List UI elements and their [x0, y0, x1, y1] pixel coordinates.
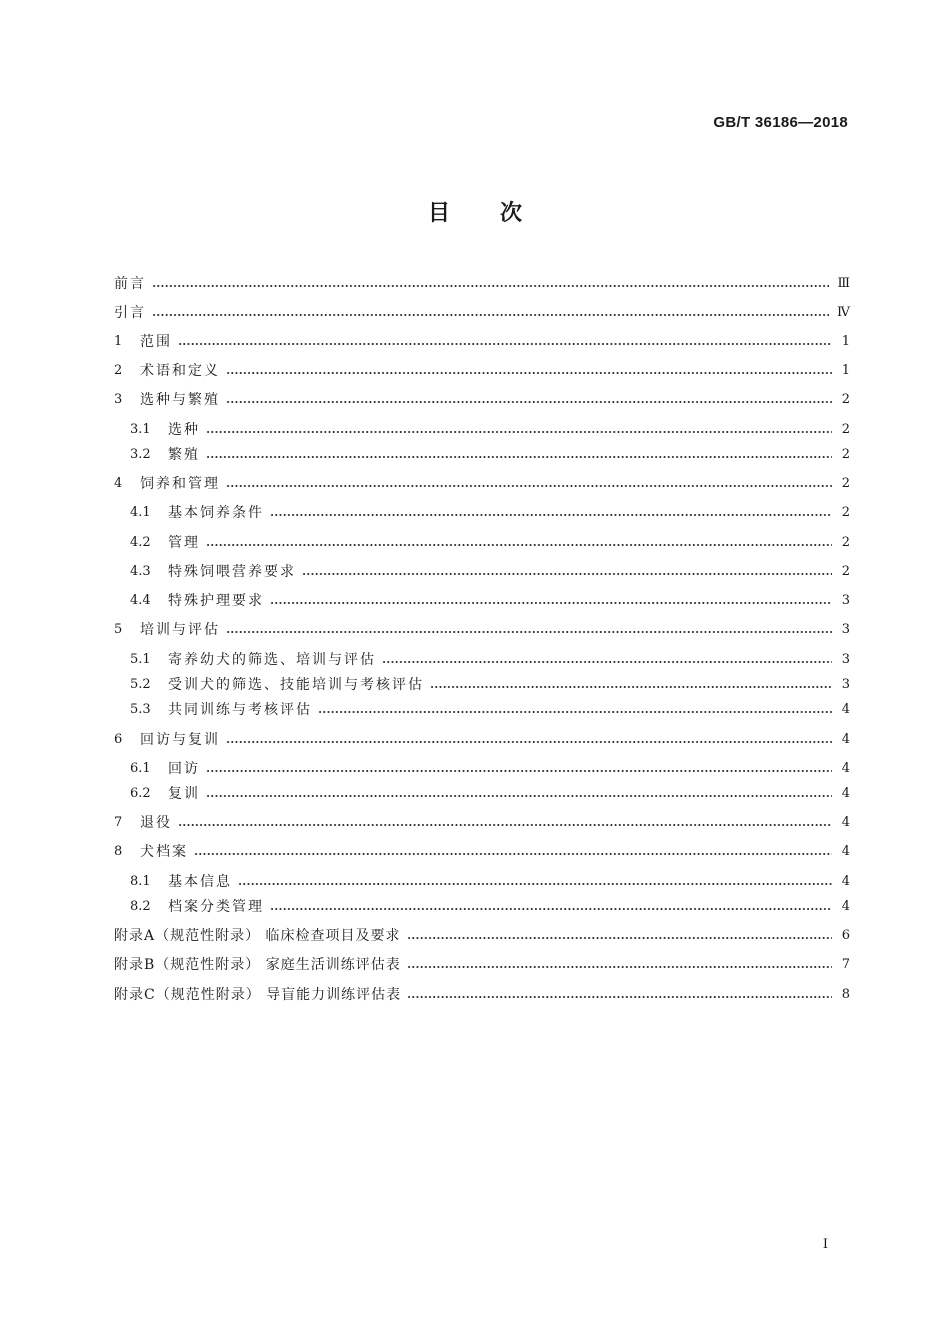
toc-entry-page: 1	[841, 363, 850, 378]
toc-leader-dots	[206, 429, 832, 435]
toc-leader-dots	[430, 684, 832, 690]
toc-entry-page: 4	[841, 732, 850, 747]
toc-leader-dots	[226, 370, 832, 376]
toc-entry-6-2[interactable]	[130, 784, 850, 804]
toc-entry-6[interactable]	[114, 730, 850, 750]
toc-leader-dots	[270, 600, 832, 606]
toc-entry-page: 4	[841, 899, 850, 914]
toc-entry-page: 2	[841, 392, 850, 407]
toc-entry-number: 7	[114, 815, 123, 830]
toc-entry-7[interactable]	[114, 813, 850, 833]
toc-entry-title: 回访与复训	[140, 732, 220, 748]
toc-entry-5-1[interactable]	[130, 650, 850, 670]
toc-entry-number: 4	[114, 476, 123, 491]
toc-leader-dots	[206, 542, 832, 548]
toc-entry-4-4[interactable]	[130, 591, 850, 611]
toc-leader-dots	[226, 483, 832, 489]
toc-entry-title: 特殊护理要求	[168, 593, 264, 609]
toc-entry-page: 3	[841, 593, 850, 608]
toc-entry-page: 4	[841, 702, 850, 717]
toc-entry-page: 4	[841, 844, 850, 859]
toc-leader-dots	[206, 454, 832, 460]
toc-entry-page: 8	[841, 987, 850, 1002]
toc-entry-number: 6.1	[130, 761, 151, 776]
toc-entry-4-1[interactable]	[130, 503, 850, 523]
toc-entry-number: 5.1	[130, 652, 151, 667]
toc-entry-number: 8.1	[130, 874, 151, 889]
toc-entry-appendix-c[interactable]	[114, 985, 850, 1005]
toc-entry-5-2[interactable]	[130, 675, 850, 695]
toc-leader-dots	[407, 935, 832, 941]
toc-entry-number: 4.3	[130, 564, 151, 579]
toc-entry-number: 1	[114, 334, 123, 349]
toc-entry-page: 2	[841, 564, 850, 579]
toc-entry-page: Ⅳ	[837, 305, 850, 320]
toc-entry-1[interactable]	[114, 332, 850, 352]
toc-entry-3-1[interactable]	[130, 420, 850, 440]
toc-leader-dots	[407, 964, 832, 970]
toc-entry-number: 3	[114, 392, 123, 407]
toc-entry-number: 4.1	[130, 505, 151, 520]
toc-entry-page: 3	[841, 622, 850, 637]
toc-entry-title: 前言	[114, 276, 146, 292]
toc-entry-introduction[interactable]	[114, 303, 850, 323]
toc-entry-title: 基本饲养条件	[168, 505, 264, 521]
toc-entry-page: 2	[841, 447, 850, 462]
toc-entry-8-1[interactable]	[130, 872, 850, 892]
toc-entry-5-3[interactable]	[130, 700, 850, 720]
toc-entry-page: 2	[841, 476, 850, 491]
toc-entry-5[interactable]	[114, 620, 850, 640]
toc-entry-3-2[interactable]	[130, 445, 850, 465]
toc-entry-number: 3.1	[130, 422, 151, 437]
toc-entry-page: 2	[841, 422, 850, 437]
toc-entry-title: 档案分类管理	[168, 899, 264, 915]
toc-leader-dots	[318, 709, 832, 715]
toc-entry-appendix-a[interactable]	[114, 926, 850, 946]
toc-entry-page: Ⅲ	[837, 276, 850, 291]
toc-entry-title: 选种	[168, 422, 200, 438]
toc-entry-number: 8	[114, 844, 123, 859]
toc-entry-title: 寄养幼犬的筛选、培训与评估	[168, 652, 376, 668]
toc-entry-page: 3	[841, 677, 850, 692]
standard-number: GB/T 36186—2018	[713, 114, 848, 131]
toc-entry-title: 选种与繁殖	[140, 392, 220, 408]
toc-entry-title: 附录B（规范性附录） 家庭生活训练评估表	[114, 957, 401, 973]
toc-entry-number: 6	[114, 732, 123, 747]
toc-entry-number: 6.2	[130, 786, 151, 801]
toc-entry-4[interactable]	[114, 474, 850, 494]
toc-entry-title: 繁殖	[168, 447, 200, 463]
toc-entry-4-3[interactable]	[130, 562, 850, 582]
toc-entry-number: 4.4	[130, 593, 151, 608]
toc-entry-page: 2	[841, 535, 850, 550]
toc-entry-title: 退役	[140, 815, 172, 831]
toc-entry-8[interactable]	[114, 842, 850, 862]
toc-entry-2[interactable]	[114, 361, 850, 381]
toc-entry-number: 5.3	[130, 702, 151, 717]
toc-entry-number: 8.2	[130, 899, 151, 914]
toc-entry-appendix-b[interactable]	[114, 955, 850, 975]
toc-entry-title: 培训与评估	[140, 622, 220, 638]
toc-entry-title: 范围	[140, 334, 172, 350]
toc-leader-dots	[238, 881, 832, 887]
toc-entry-3[interactable]	[114, 390, 850, 410]
toc-entry-page: 6	[841, 928, 850, 943]
toc-entry-page: 4	[841, 761, 850, 776]
toc-entry-page: 4	[841, 874, 850, 889]
toc-leader-dots	[226, 399, 832, 405]
toc-entry-page: 1	[841, 334, 850, 349]
toc-leader-dots	[226, 629, 832, 635]
toc-entry-page: 2	[841, 505, 850, 520]
toc-entry-title: 管理	[168, 535, 200, 551]
toc-entry-title: 受训犬的筛选、技能培训与考核评估	[168, 677, 424, 693]
toc-entry-page: 4	[841, 786, 850, 801]
toc-entry-number: 4.2	[130, 535, 151, 550]
toc-entry-title: 特殊饲喂营养要求	[168, 564, 296, 580]
toc-entry-title: 基本信息	[168, 874, 232, 890]
toc-entry-4-2[interactable]	[130, 533, 850, 553]
toc-leader-dots	[382, 659, 832, 665]
toc-entry-title: 引言	[114, 305, 146, 321]
toc-entry-title: 复训	[168, 786, 200, 802]
toc-leader-dots	[152, 283, 829, 289]
toc-entry-title: 犬档案	[140, 844, 188, 860]
toc-entry-title: 共同训练与考核评估	[168, 702, 312, 718]
toc-entry-page: 7	[841, 957, 850, 972]
table-of-contents	[114, 0, 850, 1344]
toc-leader-dots	[407, 994, 832, 1000]
toc-leader-dots	[226, 739, 832, 745]
page-number: I	[822, 1237, 828, 1252]
toc-entry-page: 3	[841, 652, 850, 667]
toc-entry-foreword[interactable]	[114, 274, 850, 294]
toc-entry-title: 附录C（规范性附录） 导盲能力训练评估表	[114, 987, 402, 1003]
toc-leader-dots	[270, 512, 832, 518]
toc-leader-dots	[270, 906, 832, 912]
toc-leader-dots	[178, 822, 832, 828]
toc-entry-title: 回访	[168, 761, 200, 777]
toc-entry-number: 2	[114, 363, 123, 378]
toc-entry-title: 术语和定义	[140, 363, 220, 379]
toc-entry-number: 3.2	[130, 447, 151, 462]
toc-entry-title: 附录A（规范性附录） 临床检查项目及要求	[114, 928, 401, 944]
toc-entry-title: 饲养和管理	[140, 476, 220, 492]
toc-entry-6-1[interactable]	[130, 759, 850, 779]
page-title: 目次	[427, 201, 572, 226]
toc-entry-8-2[interactable]	[130, 897, 850, 917]
toc-leader-dots	[194, 851, 832, 857]
toc-entry-number: 5	[114, 622, 123, 637]
toc-leader-dots	[302, 571, 832, 577]
toc-leader-dots	[178, 341, 832, 347]
toc-leader-dots	[152, 312, 829, 318]
toc-entry-page: 4	[841, 815, 850, 830]
toc-leader-dots	[206, 793, 832, 799]
toc-entry-number: 5.2	[130, 677, 151, 692]
toc-leader-dots	[206, 768, 832, 774]
